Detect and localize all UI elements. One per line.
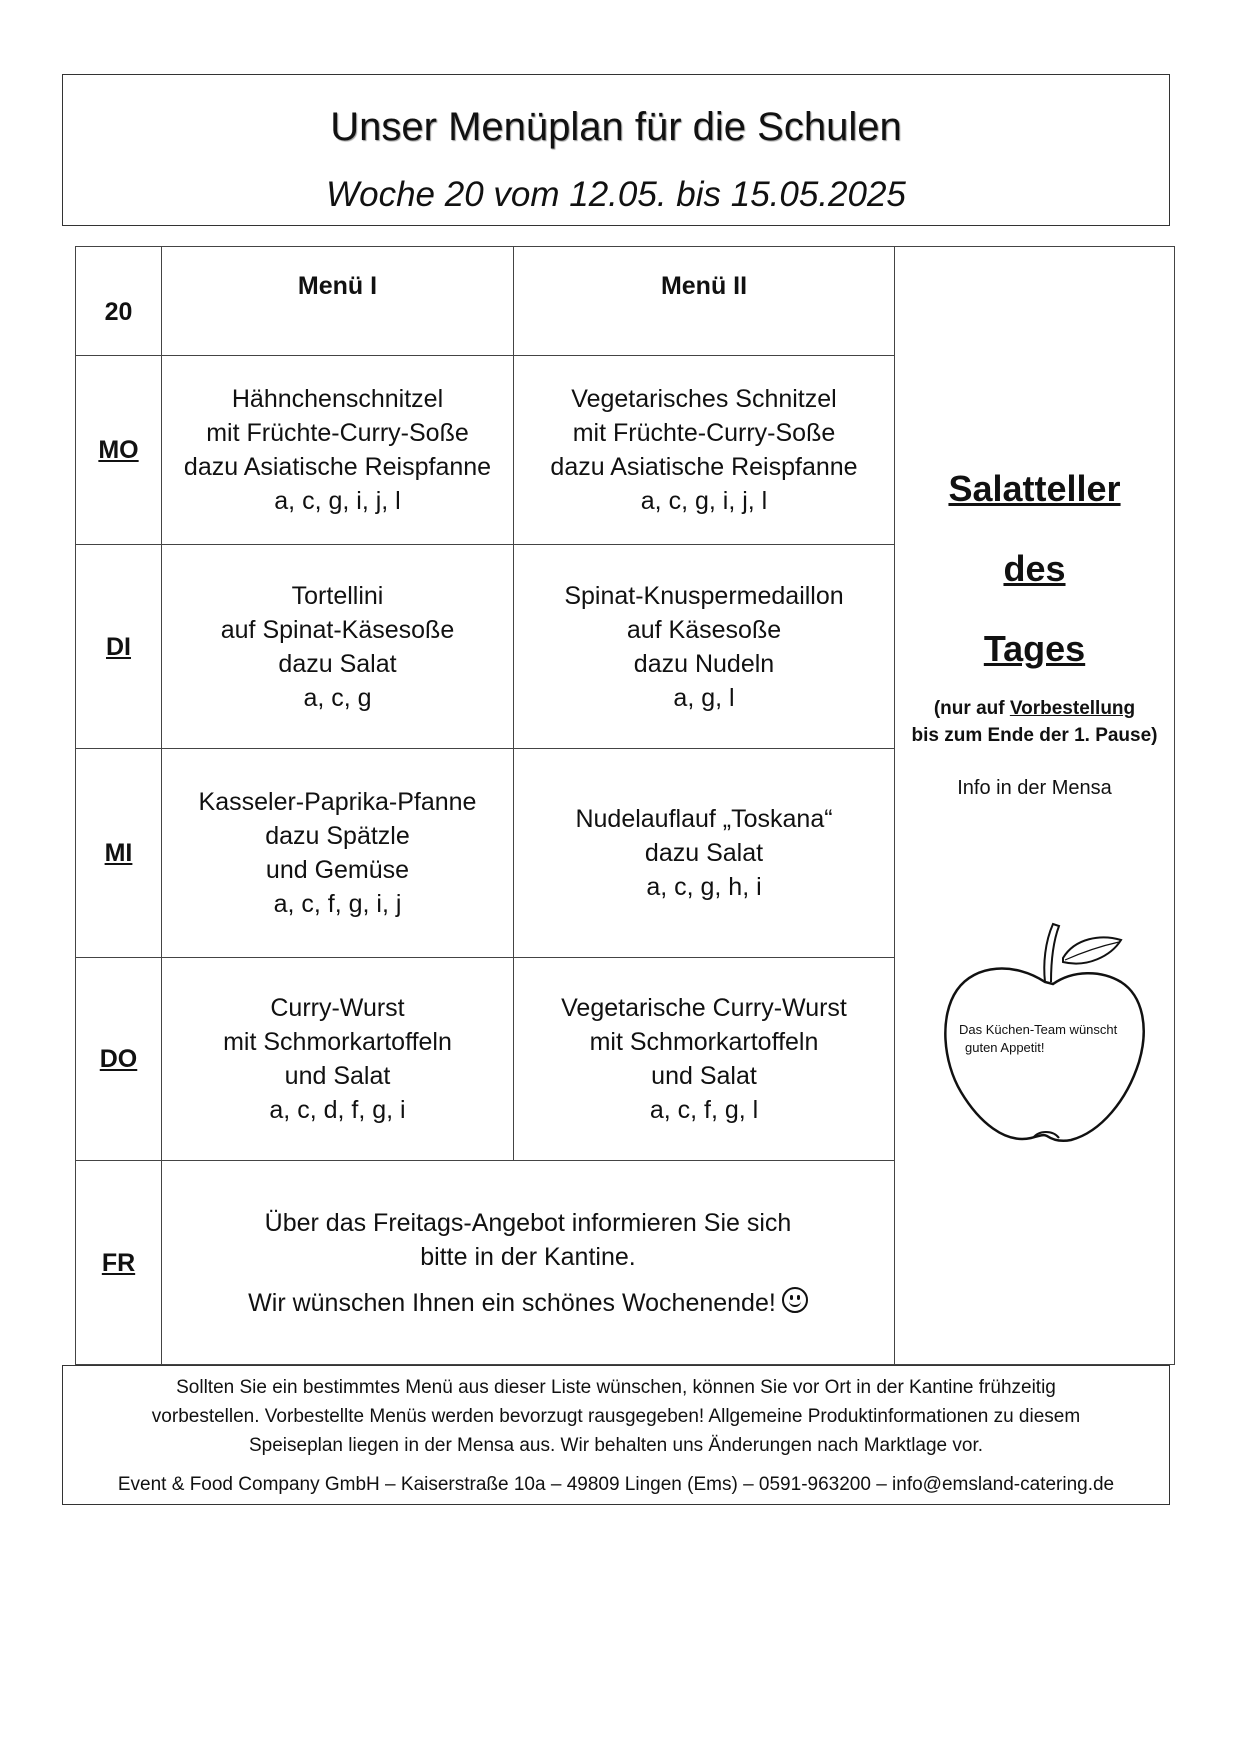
table-header-row [76,247,1175,356]
menu2-dish [514,356,895,545]
salad-title-line: Salatteller [948,468,1121,509]
dish-line: mit Schmorkartoffeln [589,1028,819,1056]
menu2-header: Menü II [514,247,895,356]
dish-line: dazu Asiatische Reispfanne [550,453,858,481]
preorder-note [895,695,1174,722]
smiley-icon [782,1287,808,1313]
menu2-dish [514,545,895,749]
friday-greeting [162,1286,894,1320]
preorder-note-line2: bis zum Ende der 1. Pause) [911,725,1158,746]
week-subtitle: Woche 20 vom 12.05. bis 15.05.2025 [326,175,906,214]
footer-line: Speiseplan liegen in der Mensa aus. Wir behalten uns Änderungen nach Marktlage vor. [248,1435,984,1456]
allergen-codes: a, c, g [303,683,372,712]
friday-line: Wir wünschen Ihnen ein schönes Wochenende! [248,1288,776,1317]
day-label: DO [76,958,162,1161]
dish-line: Vegetarische Curry-Wurst [561,994,847,1022]
day-label: MI [76,749,162,958]
menu1-dish [162,545,514,749]
dish-line: mit Schmorkartoffeln [223,1028,452,1056]
salad-title-line: Tages [983,628,1086,669]
menu2-dish [514,958,895,1161]
dish-line: auf Käsesoße [626,615,782,644]
friday-line: Über das Freitags-Angebot informieren Sie sich [264,1208,792,1237]
day-label: MO [76,356,162,545]
dish-line: mit Früchte-Curry-Soße [206,419,469,447]
preorder-note-prefix: (nur auf [933,698,1010,719]
menu-table [75,246,1175,1365]
friday-message [162,1161,895,1365]
day-label: DI [76,545,162,749]
info-text: Info in der Mensa [957,777,1112,799]
allergen-codes: a, g, l [673,683,735,712]
allergen-codes: a, c, f, g, i, j [273,890,402,918]
allergen-codes: a, c, d, f, g, i [269,1096,406,1124]
allergen-codes: a, c, g, i, j, l [274,487,401,515]
dish-line: dazu Asiatische Reispfanne [183,453,492,481]
dish-line: Kasseler-Paprika-Pfanne [198,788,477,816]
allergen-codes: a, c, g, i, j, l [640,487,768,515]
apple-icon [935,912,1155,1152]
dish-line: dazu Nudeln [633,649,775,678]
menu1-dish [162,356,514,545]
menu2-dish [514,749,895,958]
footer-line: vorbestellen. Vorbestellte Menüs werden bevorzugt rausgegeben! Allgemeine Produktinformationen zu diesem [151,1406,1081,1427]
apple-text-line2: guten Appetit! [965,1040,1045,1055]
dish-line: auf Spinat-Käsesoße [220,615,455,644]
dish-line: dazu Salat [278,649,397,678]
dish-line: und Gemüse [265,856,410,884]
dish-line: Spinat-Knuspermedaillon [564,581,844,610]
apple-text-line1: Das Küchen-Team wünscht [959,1022,1118,1037]
salad-title-line: des [1003,548,1066,589]
day-label: FR [76,1161,162,1365]
friday-line: bitte in der Kantine. [420,1242,636,1271]
menu1-dish [162,958,514,1161]
dish-line: dazu Spätzle [265,822,410,850]
footer-box [62,1365,1170,1505]
dish-line: dazu Salat [644,839,764,867]
dish-line: Hähnchenschnitzel [231,385,444,413]
week-number: 20 [76,247,162,356]
dish-line: und Salat [284,1062,391,1090]
dish-line: mit Früchte-Curry-Soße [572,419,836,447]
page-title: Unser Menüplan für die Schulen [330,105,902,149]
dish-line: Nudelauflauf „Toskana“ [575,805,833,833]
footer-line: Sollten Sie ein bestimmtes Menü aus dieser Liste wünschen, können Sie vor Ort in der Kantine frühzeitig [176,1377,1056,1398]
menu1-header: Menü I [162,247,514,356]
dish-line: und Salat [651,1062,757,1090]
preorder-note-underlined: Vorbestellung [1009,698,1136,719]
footer-contact: Event & Food Company GmbH – Kaiserstraße 10a – 49809 Lingen (Ems) – 0591-963200 – info@emsland-catering.de [117,1474,1115,1495]
dish-line: Vegetarisches Schnitzel [571,385,837,413]
menu1-dish [162,749,514,958]
header-box [62,74,1170,226]
allergen-codes: a, c, g, h, i [646,873,762,901]
dish-line: Curry-Wurst [270,994,405,1022]
dish-line: Tortellini [291,581,384,610]
allergen-codes: a, c, f, g, l [649,1096,759,1124]
salad-sidebar [895,247,1175,1365]
